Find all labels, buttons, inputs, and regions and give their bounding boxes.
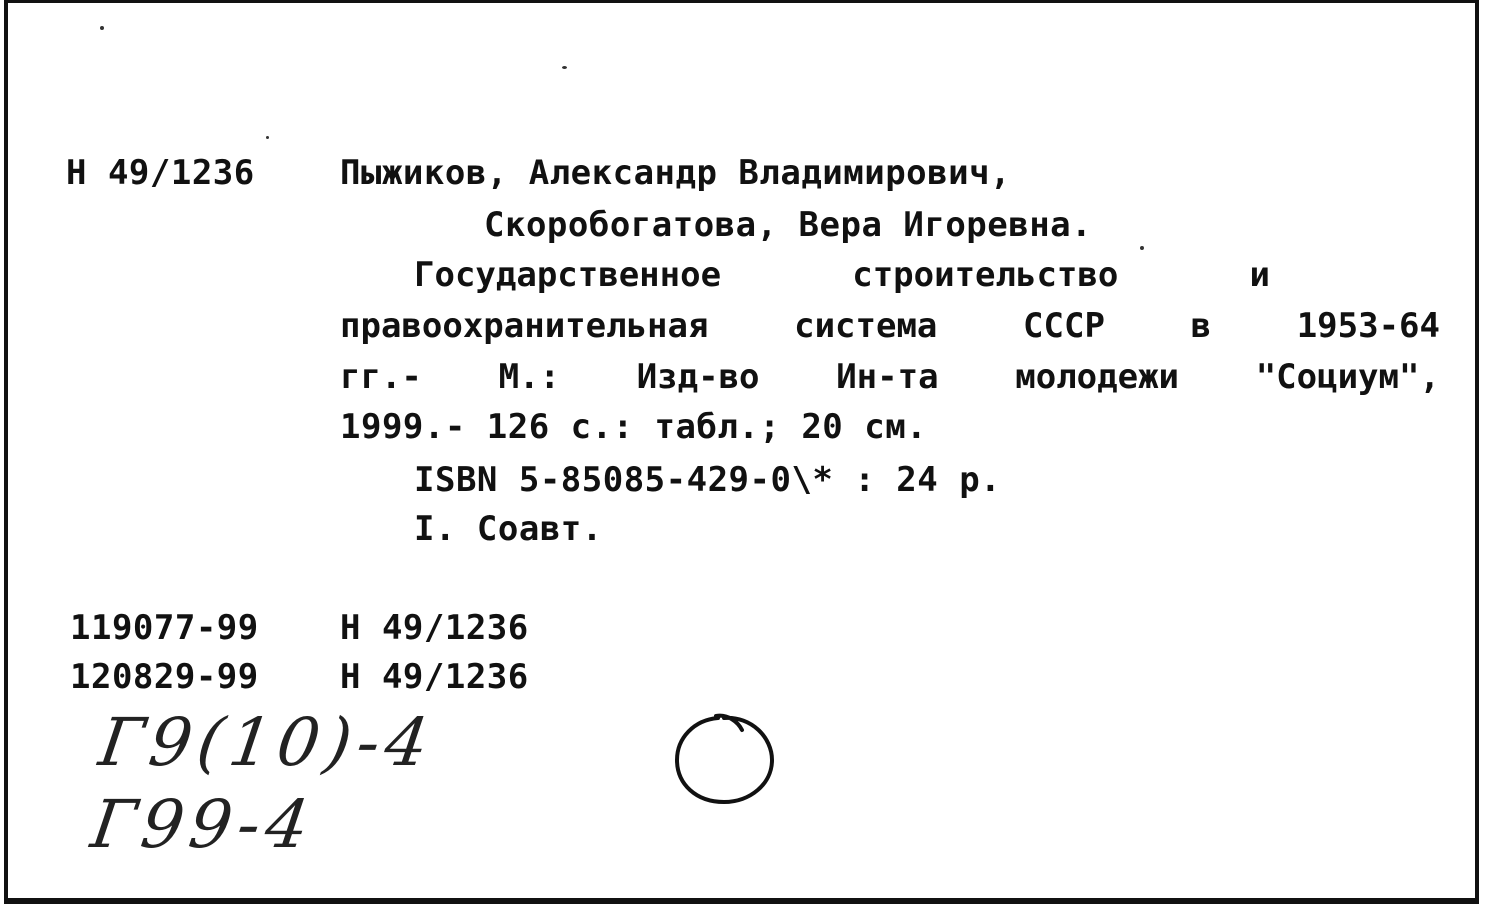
shelfmark: Н 49/1236 [66,153,255,193]
scan-speck [562,66,567,69]
title-word: "Социум", [1255,357,1440,397]
title-word: система [794,306,938,346]
author-line: Пыжиков, Александр Владимирович, [340,153,1012,193]
title-line-3 [340,357,1440,397]
title-word: правоохранительная [340,306,709,346]
title-word: строительство [852,255,1119,295]
title-line-2 [340,306,1440,346]
title-word: Государственное [414,255,722,295]
title-word: М.: [498,357,560,397]
scan-speck [1140,246,1144,250]
title-word: молодежи [1015,357,1180,397]
title-line-1 [414,255,1270,295]
handwritten-note-2: Г99-4 [86,786,320,863]
title-word: Изд-во [636,357,760,397]
scan-speck [266,136,269,139]
title-word: в [1190,306,1212,346]
inventory-shelfmark: Н 49/1236 [340,608,529,648]
title-word: Ин-та [836,357,939,397]
coauthor-line: Скоробогатова, Вера Игоревна. [484,205,1093,245]
title-word: СССР [1023,306,1105,346]
inventory-number: 119077-99 [70,608,259,648]
imprint-line: 1999.- 126 с.: табл.; 20 см. [340,407,928,447]
inventory-shelfmark: Н 49/1236 [340,657,529,697]
title-word: и [1249,255,1270,295]
circle-stamp-icon [672,712,776,806]
title-word: гг.- [340,357,422,397]
isbn-line: ISBN 5-85085-429-0\* : 24 р. [414,460,1002,500]
title-word: 1953-64 [1296,306,1440,346]
coauthor-note: I. Соавт. [414,509,603,549]
scan-speck [100,26,104,30]
inventory-number: 120829-99 [70,657,259,697]
handwritten-note-1: Г9(10)-4 [94,704,439,781]
